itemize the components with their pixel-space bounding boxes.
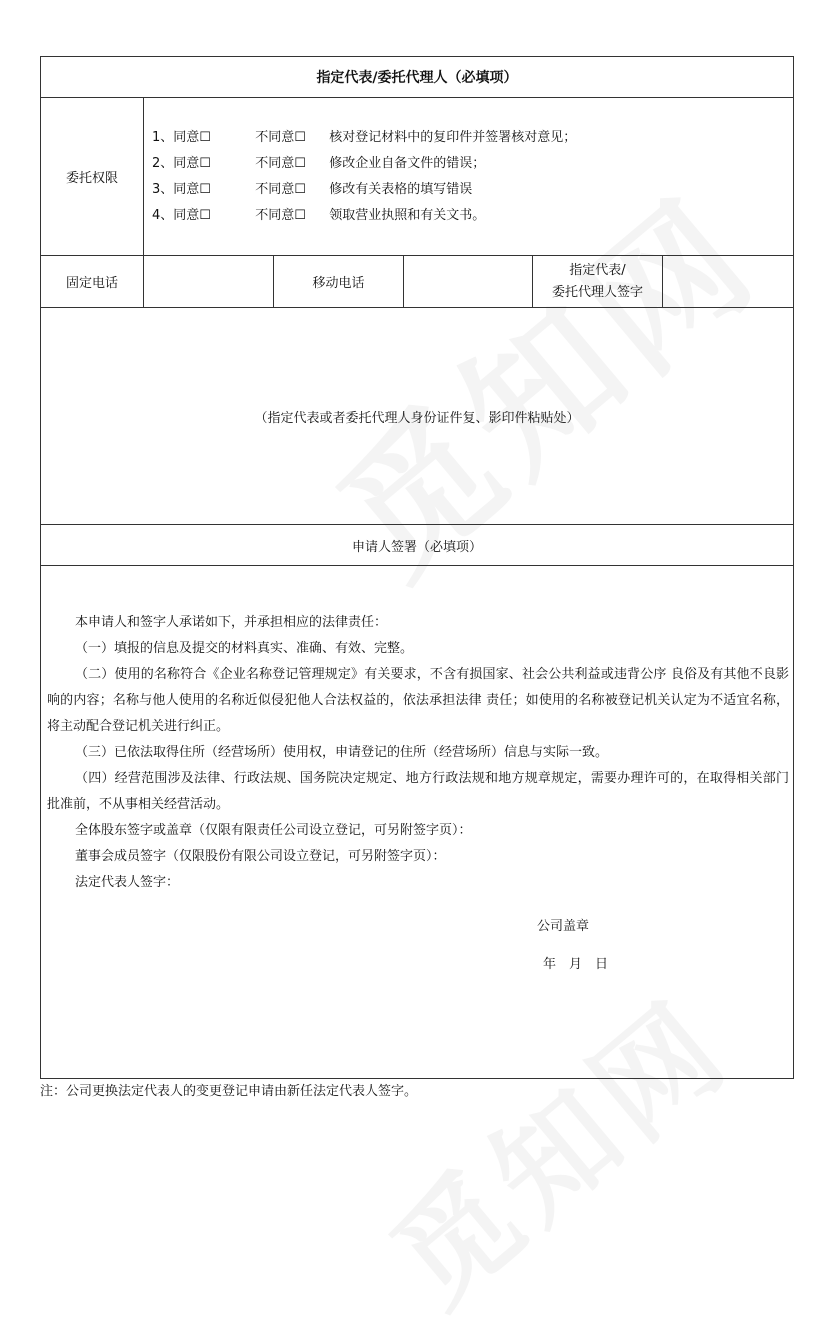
authority-label: 委托权限	[41, 98, 144, 256]
date-line: 年 月 日	[543, 957, 609, 972]
shareholders-signature-line: 全体股东签字或盖章（仅限有限责任公司设立登记，可另附签字页）：	[75, 823, 472, 838]
directors-signature-line: 董事会成员签字（仅限股份有限公司设立登记，可另附签字页）：	[75, 849, 446, 864]
fixed-phone-label: 固定电话	[41, 256, 144, 308]
footnote: 注：公司更换法定代表人的变更登记申请由新任法定代表人签字。	[40, 1084, 418, 1099]
form-title: 指定代表/委托代理人（必填项）	[41, 57, 794, 98]
declaration-clause-4: （四）经营范围涉及法律、行政法规、国务院决定规定、地方行政法规和地方规章规定，需要办理许可的，在取得相关部门批准前，不从事相关经营活动。	[47, 771, 789, 812]
authority-item-4-text: 领取营业执照和有关文书。	[329, 207, 486, 223]
declaration-intro: 本申请人和签字人承诺如下，并承担相应的法律责任：	[75, 615, 388, 630]
registration-form-table	[40, 56, 794, 1079]
legal-rep-signature-line: 法定代表人签字：	[75, 875, 180, 890]
authority-item-3-agree-checkbox[interactable]: 同意☐	[173, 181, 211, 197]
authority-item-1-disagree-checkbox[interactable]: 不同意☐	[255, 129, 306, 145]
agent-signature-field[interactable]	[663, 256, 794, 308]
authority-item-1-num: 1、	[152, 129, 174, 145]
mobile-phone-field[interactable]	[404, 256, 533, 308]
authority-item-4-disagree-checkbox[interactable]: 不同意☐	[255, 207, 306, 223]
seal-block	[47, 914, 789, 978]
declaration-clause-3: （三）已依法取得住所（经营场所）使用权，申请登记的住所（经营场所）信息与实际一致。	[75, 745, 609, 760]
authority-item-2	[152, 151, 793, 177]
applicant-section-title: 申请人签署（必填项）	[41, 525, 794, 566]
authority-item-1-text: 核对登记材料中的复印件并签署核对意见；	[329, 129, 577, 145]
authority-item-2-text: 修改企业自备文件的错误；	[329, 155, 486, 171]
id-copy-paste-area: （指定代表或者委托代理人身份证件复、影印件粘贴处）	[41, 308, 794, 525]
authority-item-4	[152, 203, 793, 229]
authority-item-4-num: 4、	[152, 207, 174, 223]
authority-item-3-disagree-checkbox[interactable]: 不同意☐	[255, 181, 306, 197]
declaration-clause-2: （二）使用的名称符合《企业名称登记管理规定》有关要求，不含有损国家、社会公共利益或违背公序 良俗及有其他不良影响的内容；名称与他人使用的名称近似侵犯他人合法权益的，依法承担法律 责任；如使用的名称被登记机关认定为不适宜名称，将主动配合登记机关进行纠正。	[47, 667, 789, 734]
authority-item-4-agree-checkbox[interactable]: 同意☐	[173, 207, 211, 223]
agent-signature-label-line1: 指定代表/	[569, 262, 626, 278]
declaration-clause-1: （一）填报的信息及提交的材料真实、准确、有效、完整。	[75, 641, 414, 656]
authority-item-1	[152, 125, 793, 151]
agent-signature-label	[533, 256, 663, 308]
declaration-area	[41, 566, 794, 1079]
authority-item-2-disagree-checkbox[interactable]: 不同意☐	[255, 155, 306, 171]
company-seal-label: 公司盖章	[537, 919, 590, 934]
authority-item-2-agree-checkbox[interactable]: 同意☐	[173, 155, 211, 171]
authority-item-3-num: 3、	[152, 181, 174, 197]
mobile-phone-label: 移动电话	[274, 256, 404, 308]
authority-list	[144, 98, 794, 256]
fixed-phone-field[interactable]	[144, 256, 274, 308]
agent-signature-label-line2: 委托代理人签字	[551, 284, 643, 300]
authority-item-1-agree-checkbox[interactable]: 同意☐	[173, 129, 211, 145]
authority-item-3-text: 修改有关表格的填写错误	[329, 181, 473, 197]
authority-item-2-num: 2、	[152, 155, 174, 171]
authority-item-3	[152, 177, 793, 203]
